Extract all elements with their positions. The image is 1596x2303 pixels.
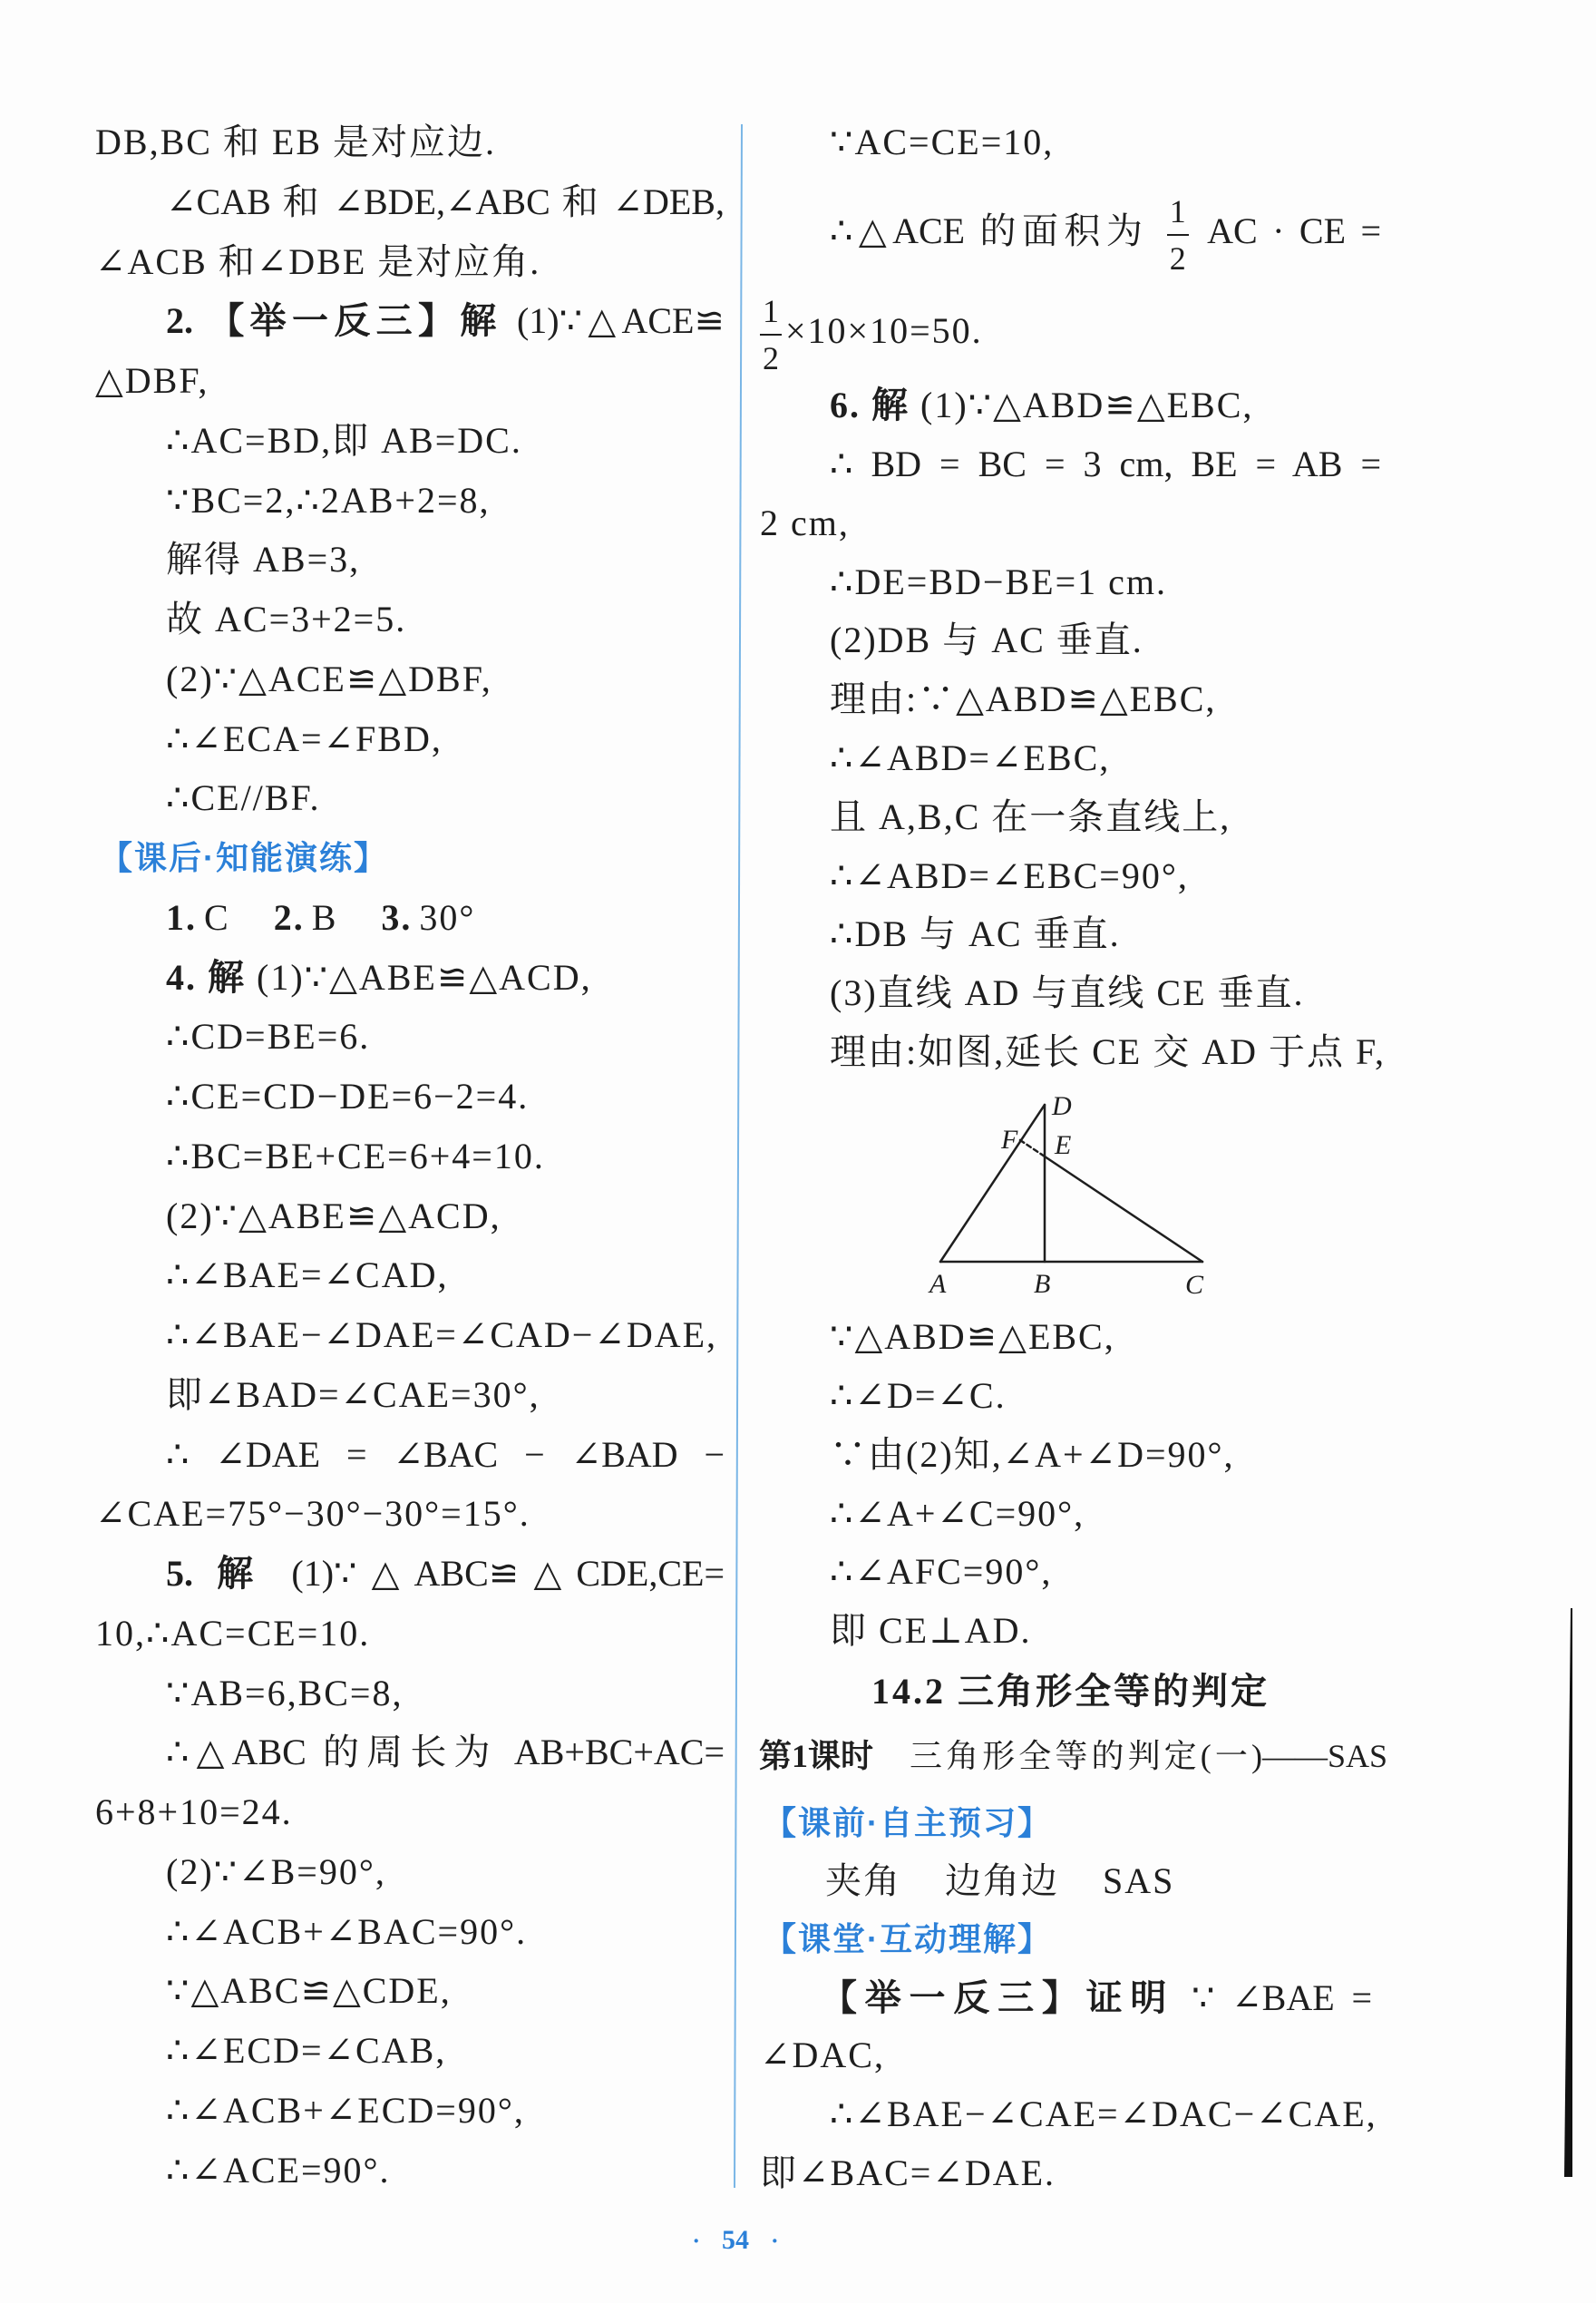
answer-line: (2)DB 与 AC 垂直. bbox=[830, 620, 1143, 660]
answer-text: (1)∵△ABE≌△ACD, bbox=[246, 957, 592, 998]
answer-line: ∴ ∠DAE = ∠BAC − ∠BAD − bbox=[166, 1434, 725, 1475]
answer-line: ∵△ABD≌△EBC, bbox=[830, 1316, 1115, 1357]
answer-line: 故 AC=3+2=5. bbox=[166, 599, 407, 639]
answer-value: B bbox=[311, 897, 338, 938]
answer-line: 即∠BAD=∠CAE=30°, bbox=[166, 1374, 540, 1415]
answer-line: ∴∠ACB+∠BAC=90°. bbox=[166, 1911, 528, 1952]
column-divider bbox=[735, 124, 742, 2188]
triangle-diagram bbox=[907, 1079, 1270, 1324]
answer-line: 即 CE⊥AD. bbox=[830, 1610, 1032, 1651]
answer-line: ∴∠ABD=∠EBC=90°, bbox=[830, 855, 1189, 896]
answer-line bbox=[166, 948, 592, 1008]
answer-line: ∵AB=6,BC=8, bbox=[166, 1673, 404, 1713]
answer-line: ∴∠BAE=∠CAD, bbox=[166, 1254, 449, 1295]
answer-line: ∵AC=CE=10, bbox=[830, 122, 1055, 162]
answer-value: 30° bbox=[419, 897, 476, 938]
segment-AD bbox=[940, 1105, 1045, 1262]
answer-line: ∴∠AFC=90°, bbox=[830, 1551, 1053, 1592]
answer-line: ∴DB 与 AC 垂直. bbox=[830, 913, 1121, 954]
answer-line: 6+8+10=24. bbox=[95, 1791, 293, 1832]
fraction bbox=[760, 295, 782, 375]
answer-line: ∵△ABC≌△CDE, bbox=[166, 1970, 452, 2011]
answer-line: ∵BC=2,∴2AB+2=8, bbox=[166, 480, 491, 521]
answer-line: 理由:如图,延长 CE 交 AD 于点 F, bbox=[830, 1031, 1387, 1072]
lesson-name: 三角形全等的判定(一)——SAS bbox=[910, 1738, 1387, 1774]
point-label-C: C bbox=[1185, 1270, 1204, 1300]
answer-line: ∠ACB 和∠DBE 是对应角. bbox=[95, 241, 541, 282]
answer-line: 理由:∵△ABD≌△EBC, bbox=[830, 678, 1217, 719]
answer-line bbox=[830, 376, 1253, 435]
answer-line: ∠CAE=75°−30°−30°=15°. bbox=[95, 1493, 530, 1534]
fraction-numerator: 1 bbox=[760, 295, 782, 336]
answer-value: C bbox=[204, 897, 230, 938]
section-tag-heading: 【课前·自主预习】 bbox=[764, 1804, 1052, 1841]
answer-line: ∴△ABC 的周长为 AB+BC+AC= bbox=[166, 1732, 725, 1772]
question-label: 5. 解 bbox=[166, 1553, 268, 1594]
answer-line: ∴DE=BD−BE=1 cm. bbox=[830, 561, 1167, 602]
answer-line: ∴∠ACB+∠ECD=90°, bbox=[166, 2090, 525, 2131]
answer-line bbox=[821, 1968, 1372, 2028]
section-tag-heading: 【课堂·互动理解】 bbox=[764, 1920, 1052, 1957]
segment-EC bbox=[1045, 1156, 1202, 1262]
page-number-value: 54 bbox=[722, 2225, 749, 2255]
answer-text: ∴△ACE 的面积为 bbox=[830, 210, 1149, 252]
answer-text: (1)∵△ACE≌ bbox=[501, 300, 725, 341]
keyword: 夹角 bbox=[825, 1860, 901, 1901]
page-number-dot: · bbox=[692, 2228, 700, 2254]
answer-line bbox=[830, 193, 1382, 277]
answer-line: △DBF, bbox=[95, 360, 209, 401]
question-number: 2. bbox=[273, 897, 305, 938]
answer-line: ∴∠BAE−∠DAE=∠CAD−∠DAE, bbox=[166, 1314, 718, 1355]
answer-line: ∠DAC, bbox=[760, 2035, 885, 2075]
answer-line: 即∠BAC=∠DAE. bbox=[760, 2152, 1056, 2193]
keyword-line bbox=[825, 1851, 1218, 1911]
section-tag-heading: 【课后·知能演练】 bbox=[100, 839, 388, 876]
answer-item bbox=[381, 888, 475, 948]
answer-line: ∴∠ACE=90°. bbox=[166, 2150, 391, 2191]
point-label-B: B bbox=[1034, 1269, 1051, 1299]
answer-item bbox=[166, 888, 230, 948]
answer-line: (2)∵∠B=90°, bbox=[166, 1851, 386, 1892]
page-number bbox=[663, 2222, 808, 2259]
answer-line: ∴∠ABD=∠EBC, bbox=[830, 737, 1111, 778]
answer-line: (3)直线 AD 与直线 CE 垂直. bbox=[830, 972, 1305, 1013]
answer-line: 10,∴AC=CE=10. bbox=[95, 1613, 371, 1654]
question-number: 3. bbox=[381, 897, 413, 938]
point-label-E: E bbox=[1055, 1130, 1072, 1160]
answer-line: ∴CD=BE=6. bbox=[166, 1016, 371, 1057]
point-label-A: A bbox=[929, 1269, 947, 1299]
question-label: 【举一反三】证明 bbox=[821, 1977, 1175, 2018]
answer-line: 且 A,B,C 在一条直线上, bbox=[830, 796, 1231, 837]
answer-line bbox=[760, 293, 983, 376]
answer-line: (2)∵△ABE≌△ACD, bbox=[166, 1195, 501, 1236]
answer-line: ∴∠ECA=∠FBD, bbox=[166, 718, 443, 759]
answer-line: ∴∠A+∠C=90°, bbox=[830, 1493, 1085, 1534]
fraction-numerator: 1 bbox=[1167, 195, 1189, 236]
lesson-number: 第1课时 bbox=[759, 1738, 874, 1774]
point-label-D: D bbox=[1052, 1091, 1072, 1121]
answer-line: ∴∠ECD=∠CAB, bbox=[166, 2030, 447, 2071]
answer-text: (1)∵△ABC≌△CDE,CE= bbox=[268, 1553, 725, 1594]
answer-text: ×10×10=50. bbox=[785, 310, 983, 352]
answer-text: AC · CE = bbox=[1207, 210, 1382, 252]
lesson-title bbox=[759, 1726, 1387, 1786]
answer-line bbox=[166, 291, 725, 351]
answer-line: 2 cm, bbox=[760, 503, 850, 543]
answer-line: ∴ BD = BC = 3 cm, BE = AB = bbox=[830, 444, 1381, 484]
answer-line: ∵由(2)知,∠A+∠D=90°, bbox=[830, 1434, 1235, 1475]
fraction bbox=[1167, 195, 1189, 275]
fraction-denominator: 2 bbox=[763, 340, 779, 376]
scan-edge-line bbox=[1564, 1608, 1572, 2177]
section-title: 14.2 三角形全等的判定 bbox=[871, 1671, 1270, 1712]
question-label: 4. 解 bbox=[166, 957, 246, 998]
answer-line bbox=[166, 1544, 725, 1604]
answer-choices-line bbox=[166, 888, 508, 948]
answer-text: ∵ ∠BAE = bbox=[1174, 1977, 1373, 2018]
answer-line: DB,BC 和 EB 是对应边. bbox=[95, 122, 497, 162]
keyword: SAS bbox=[1103, 1860, 1175, 1901]
answer-line: ∴CE//BF. bbox=[166, 777, 321, 818]
answer-line: ∴∠BAE−∠CAE=∠DAC−∠CAE, bbox=[830, 2093, 1377, 2134]
answer-line: ∴BC=BE+CE=6+4=10. bbox=[166, 1136, 545, 1176]
answer-line: ∴AC=BD,即 AB=DC. bbox=[166, 420, 522, 461]
keyword: 边角边 bbox=[945, 1860, 1059, 1901]
question-number: 1. bbox=[166, 897, 197, 938]
answer-item bbox=[274, 888, 338, 948]
question-label: 6. 解 bbox=[830, 385, 910, 425]
page-number-dot: · bbox=[771, 2228, 779, 2254]
answer-line: ∴∠D=∠C. bbox=[830, 1375, 1007, 1416]
answer-text: (1)∵△ABD≌△EBC, bbox=[910, 385, 1254, 425]
answer-line: ∴CE=CD−DE=6−2=4. bbox=[166, 1076, 530, 1117]
dashed-segment-FE bbox=[1020, 1140, 1045, 1156]
question-label: 2. 【举一反三】解 bbox=[166, 300, 502, 341]
answer-line: (2)∵△ACE≌△DBF, bbox=[166, 659, 492, 699]
point-label-F: F bbox=[1001, 1125, 1018, 1155]
fraction-denominator: 2 bbox=[1169, 240, 1186, 277]
answer-line: ∠CAB 和 ∠BDE,∠ABC 和 ∠DEB, bbox=[166, 181, 725, 222]
answer-line: 解得 AB=3, bbox=[166, 539, 361, 580]
